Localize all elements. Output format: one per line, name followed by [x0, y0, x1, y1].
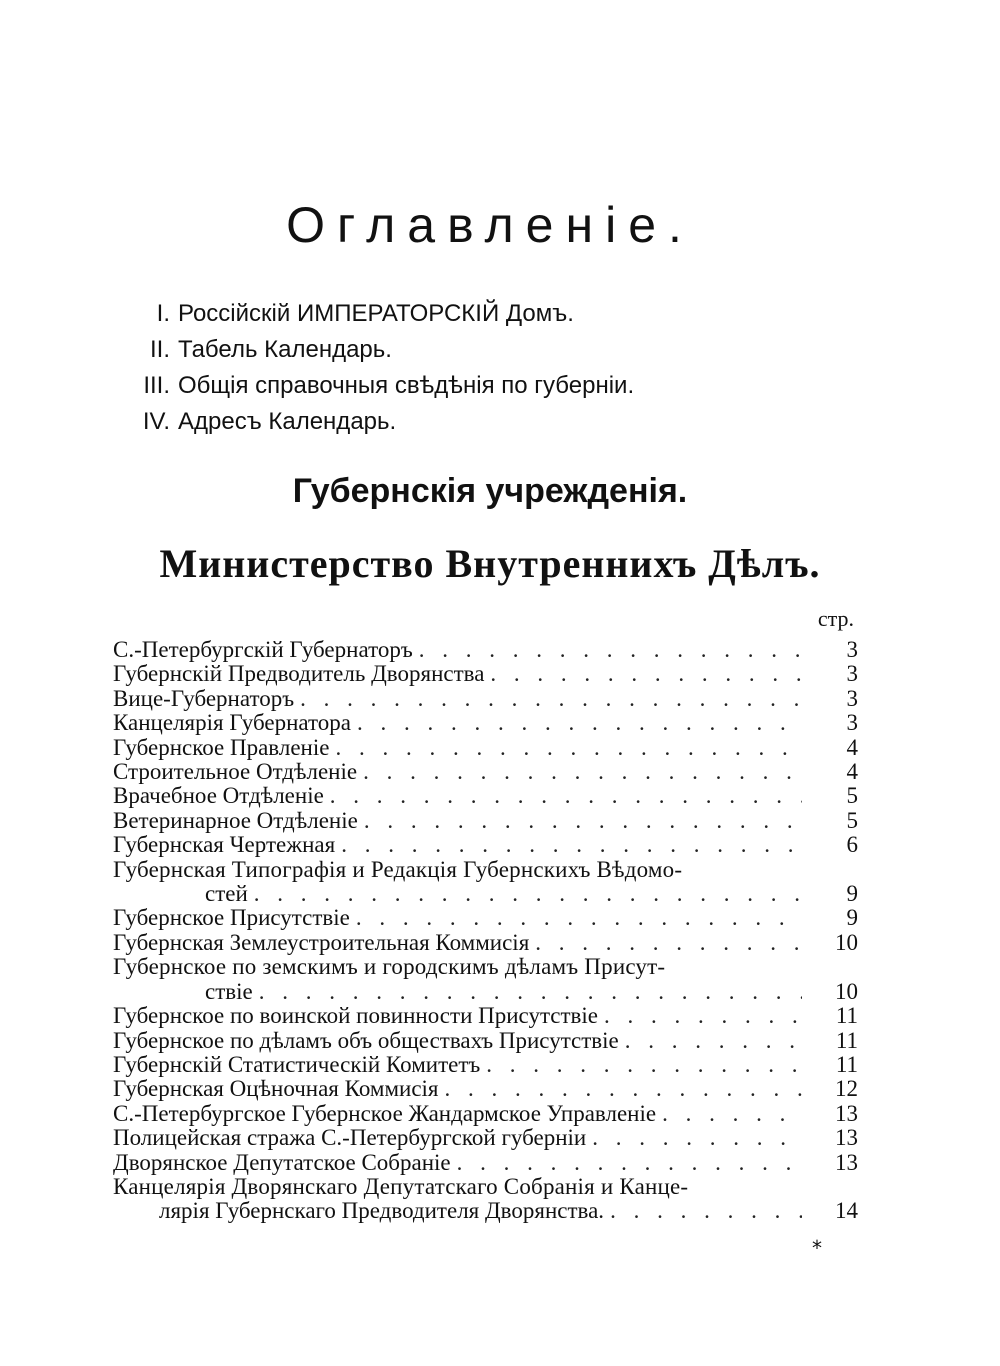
- leader-dots: [335, 736, 802, 760]
- toc-entry: [113, 1004, 858, 1028]
- parts-list: [120, 296, 820, 440]
- toc-entry: [113, 784, 858, 808]
- footer-mark: *: [812, 1236, 822, 1260]
- toc-entry: [113, 1029, 858, 1053]
- toc-entry-page: 10: [835, 978, 858, 1004]
- ministry-heading: Министерство Внутреннихъ Дѣлъ.: [159, 541, 821, 586]
- toc-entry: [113, 662, 858, 686]
- toc-entry-page: 9: [846, 905, 858, 931]
- toc-entry: [113, 906, 858, 930]
- part-item: [120, 404, 820, 440]
- toc-entry-title: Канцелярія Губернатора: [113, 710, 351, 736]
- toc-entry: [113, 1151, 858, 1175]
- leader-dots: [486, 1053, 802, 1077]
- leader-dots: [604, 1004, 802, 1028]
- toc-entry-page: 5: [846, 783, 858, 809]
- toc-entry-title: Ветеринарное Отдѣленіе: [113, 807, 358, 833]
- part-number: III.: [143, 372, 170, 399]
- leader-dots: [445, 1077, 803, 1101]
- toc-entry: [113, 931, 858, 955]
- toc-entry-title: Вице-Губернаторъ: [113, 685, 295, 711]
- toc-entry-page: 4: [846, 734, 858, 760]
- toc-entry-title: Врачебное Отдѣленіе: [113, 783, 324, 809]
- toc-entry-title: лярія Губернскаго Предводителя Дворянства.: [159, 1198, 605, 1224]
- leader-dots: [457, 1151, 802, 1175]
- leader-dots: [662, 1102, 802, 1126]
- toc-entry: [113, 1053, 858, 1077]
- toc-entry-title: С.-Петербургское Губернское Жандармское Управленіе: [113, 1100, 657, 1126]
- toc-entry: [113, 1199, 858, 1223]
- leader-dots: [330, 784, 802, 808]
- toc-entry: [113, 1126, 858, 1150]
- toc-entry-page: 11: [835, 1051, 858, 1077]
- toc-entry-title: Губернская Землеустроительная Коммисія: [113, 929, 530, 955]
- toc-entry-page: 11: [835, 1027, 858, 1053]
- toc-entry-title: Губернское Правленіе: [113, 734, 330, 760]
- leader-dots: [535, 931, 802, 955]
- toc-entry-title: Полицейская стража С.-Петербургской губерніи: [113, 1125, 587, 1151]
- part-label: Табель Календарь.: [178, 336, 392, 363]
- toc-entry-page: 10: [835, 929, 858, 955]
- leader-dots: [341, 833, 802, 857]
- toc-entry-page: 4: [846, 759, 858, 785]
- toc-entry-title: Строительное Отдѣленіе: [113, 759, 358, 785]
- toc-entry: [113, 882, 858, 906]
- toc-entry-title: стей: [205, 881, 248, 907]
- toc-entry-title: ствіе: [205, 978, 253, 1004]
- toc-entry-title: Губернскій Статистическій Комитетъ: [113, 1051, 481, 1077]
- toc-entry: [113, 980, 858, 1004]
- toc-entry: [113, 1102, 858, 1126]
- leader-dots: [490, 662, 802, 686]
- part-label: Россійскій ИМПЕРАТОРСКІЙ Домъ.: [178, 300, 574, 327]
- toc-entry: [113, 711, 858, 735]
- leader-dots: [357, 711, 802, 735]
- toc-entry: [113, 833, 858, 857]
- toc-entry-title: Губернское по дѣламъ объ обществахъ Присутствіе: [113, 1027, 619, 1053]
- section-heading: Губернскія учрежденія.: [292, 472, 688, 510]
- leader-dots: [592, 1126, 802, 1150]
- pages-column-header: стр.: [817, 606, 854, 631]
- toc-entry: [113, 1077, 858, 1101]
- table-of-contents: [113, 604, 858, 1224]
- toc-entry-page: 13: [835, 1125, 858, 1151]
- toc-entry-page: 13: [835, 1100, 858, 1126]
- page-title: Оглавленіе.: [286, 197, 694, 253]
- toc-entry-page: 3: [846, 710, 858, 736]
- toc-entry-title: Дворянское Депутатское Собраніе: [113, 1149, 451, 1175]
- toc-entry-page: 3: [846, 637, 858, 662]
- leader-dots: [610, 1199, 802, 1223]
- part-number: II.: [149, 336, 170, 363]
- toc-entry-page: 14: [835, 1198, 858, 1224]
- toc-entry-title: Губернскій Предводитель Дворянства: [113, 661, 485, 687]
- part-number: IV.: [142, 408, 170, 435]
- toc-entry-page: 3: [846, 661, 858, 687]
- leader-dots: [419, 638, 802, 662]
- toc-entry-page: 5: [846, 807, 858, 833]
- toc-entry-page: 11: [835, 1003, 858, 1029]
- toc-entry-title-line: Канцелярія Дворянскаго Депутатскаго Собранія и Канце-: [113, 1173, 689, 1199]
- toc-entry-title: Губернская Оцѣночная Коммисія: [113, 1076, 439, 1102]
- part-item: [120, 332, 820, 368]
- toc-entry-title: Губернское Присутствіе: [113, 905, 350, 931]
- toc-entry: [113, 687, 858, 711]
- toc-entry-title-line: Губернская Типографія и Редакція Губернскихъ Вѣдомо-: [113, 856, 683, 882]
- toc-entry: [113, 809, 858, 833]
- toc-entry-title: Губернское по воинской повинности Присутствіе: [113, 1003, 598, 1029]
- toc-entry-title: С.-Петербургскій Губернаторъ: [113, 637, 413, 662]
- part-item: [120, 368, 820, 404]
- toc-entry: [113, 736, 858, 760]
- toc-entry-title-line: Губернское по земскимъ и городскимъ дѣламъ Присут-: [113, 954, 666, 980]
- toc-entry-page: 12: [835, 1076, 858, 1102]
- leader-dots: [363, 760, 802, 784]
- leader-dots: [625, 1029, 802, 1053]
- toc-entry-page: 9: [846, 881, 858, 907]
- part-label: Общія справочныя свѣдѣнія по губерніи.: [178, 372, 635, 399]
- part-number: I.: [156, 300, 170, 327]
- toc-entry-title: Губернская Чертежная: [113, 832, 336, 858]
- leader-dots: [364, 809, 802, 833]
- leader-dots: [259, 980, 802, 1004]
- leader-dots: [356, 906, 802, 930]
- toc-entry: [113, 638, 858, 662]
- leader-dots: [300, 687, 802, 711]
- toc-entry-page: 13: [835, 1149, 858, 1175]
- part-item: [120, 296, 820, 332]
- leader-dots: [254, 882, 802, 906]
- toc-entry-page: 6: [846, 832, 858, 858]
- part-label: Адресъ Календарь.: [178, 408, 397, 435]
- toc-entry-page: 3: [846, 685, 858, 711]
- toc-entry: [113, 760, 858, 784]
